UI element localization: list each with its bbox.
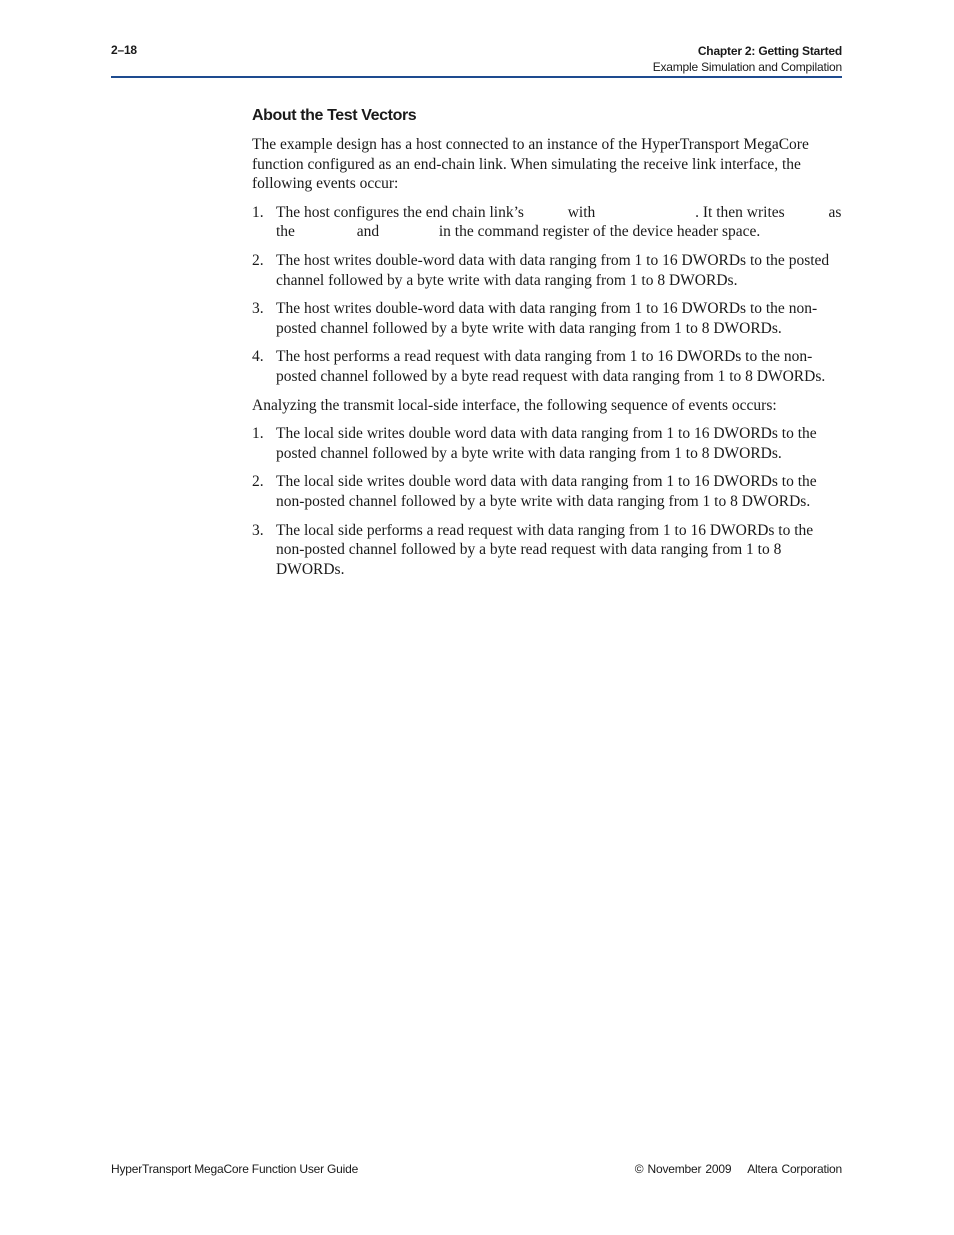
step-text: as the bbox=[276, 203, 842, 241]
list-item bbox=[252, 251, 844, 290]
step-text: The host writes double-word data with data ranging from 1 to 16 DWORDs to the non-posted channel followed by a byte write with data ranging from 1 to 8 DWORDs. bbox=[276, 300, 818, 337]
step-text: The host configures the end chain link’s bbox=[276, 203, 524, 221]
list-number: 3. bbox=[252, 300, 264, 318]
step-text: The host writes double-word data with data ranging from 1 to 16 DWORDs to the posted channel followed by a byte write with data ranging from 1 to 8 DWORDs. bbox=[276, 251, 830, 289]
step-text: The local side writes double word data with data ranging from 1 to 16 DWORDs to the posted channel followed by a byte write with data ranging from 1 to 8 DWORDs. bbox=[276, 425, 817, 462]
running-header bbox=[653, 43, 842, 75]
step-text: with bbox=[567, 203, 596, 221]
step-text: . It then writes bbox=[695, 203, 785, 221]
step-text: The host performs a read request with data ranging from 1 to 16 DWORDs to the non-posted channel followed by a byte read request with data ranging from 1 to 8 DWORDs. bbox=[276, 348, 826, 385]
list-number: 1. bbox=[252, 203, 264, 221]
receive-steps-list bbox=[252, 203, 844, 387]
chapter-title: Chapter 2: Getting Started bbox=[697, 44, 842, 58]
page-content bbox=[252, 105, 844, 588]
footer-date: © November 2009 bbox=[634, 1162, 732, 1176]
header-rule bbox=[111, 76, 842, 78]
list-number: 2. bbox=[252, 473, 264, 491]
list-item bbox=[252, 299, 844, 338]
transmit-intro-paragraph: Analyzing the transmit local-side interface, the following sequence of events occurs: bbox=[252, 396, 777, 414]
section-name: Example Simulation and Compilation bbox=[652, 60, 842, 74]
step-text: The local side writes double word data with data ranging from 1 to 16 DWORDs to the non-posted channel followed by a byte write with data ranging from 1 to 8 DWORDs. bbox=[276, 473, 817, 510]
step-text: The local side performs a read request with data ranging from 1 to 16 DWORDs to the non-posted channel followed by a byte read request with data ranging from 1 to 8 DWORDs. bbox=[276, 521, 814, 578]
list-item bbox=[252, 424, 844, 463]
footer-title: HyperTransport MegaCore Function User Guide bbox=[111, 1162, 359, 1176]
list-number: 4. bbox=[252, 348, 264, 366]
intro-paragraph: The example design has a host connected to an instance of the HyperTransport MegaCore function configured as an end-chain link. When simulating the receive link interface, the following events occur: bbox=[252, 136, 809, 193]
step-text: in the command register of the device header space. bbox=[438, 223, 761, 241]
list-item bbox=[252, 203, 844, 242]
transmit-steps-list bbox=[252, 424, 844, 579]
list-item bbox=[252, 521, 844, 580]
list-number: 2. bbox=[252, 251, 264, 269]
list-number: 1. bbox=[252, 425, 264, 443]
page-number: 2–18 bbox=[111, 43, 137, 57]
list-number: 3. bbox=[252, 521, 264, 539]
list-item bbox=[252, 472, 844, 511]
footer-right bbox=[635, 1162, 842, 1176]
footer-company: Altera Corporation bbox=[747, 1162, 842, 1176]
list-item bbox=[252, 347, 844, 386]
section-heading: About the Test Vectors bbox=[252, 107, 417, 124]
step-text: and bbox=[356, 223, 380, 241]
